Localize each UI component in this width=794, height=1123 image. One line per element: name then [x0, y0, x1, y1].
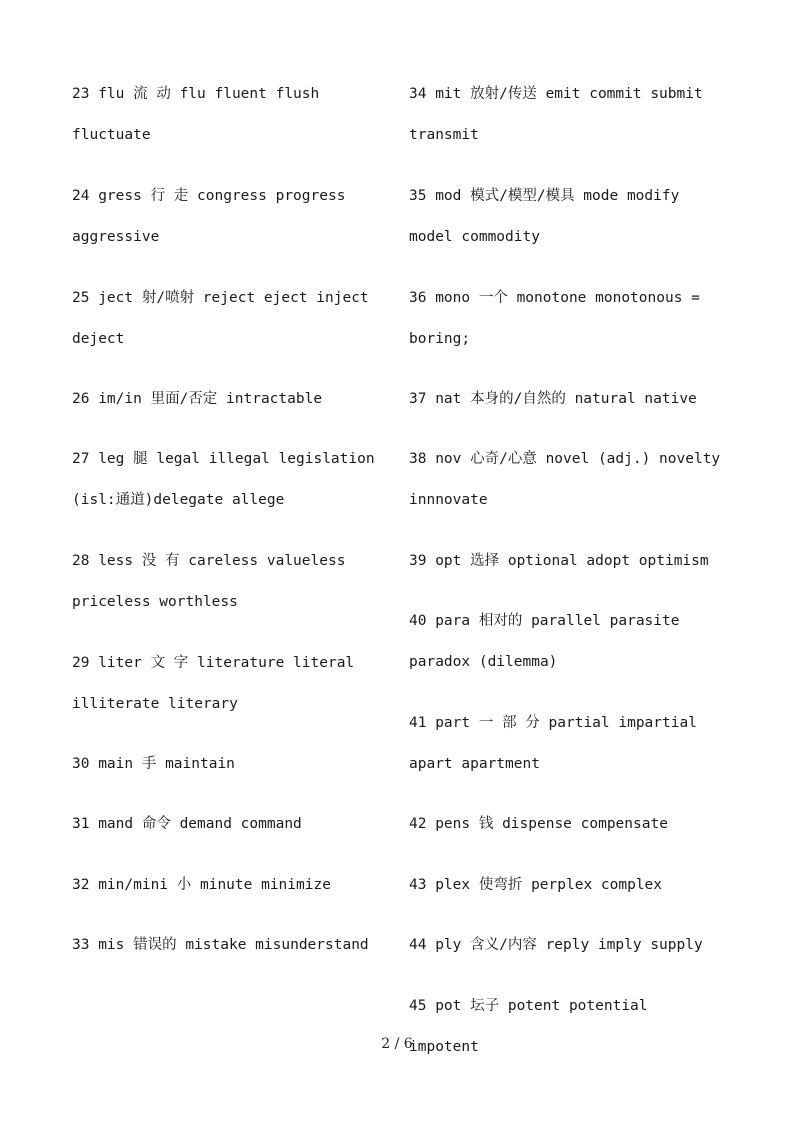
entry-line: priceless worthless: [72, 594, 238, 610]
entry-line: innnovate: [409, 492, 488, 508]
entry-24: [72, 176, 388, 258]
entry-line: 35 mod 模式/模型/模具 mode modify: [409, 188, 680, 204]
entry-27: [72, 439, 388, 521]
entry-line: 27 leg 腿 legal illegal legislation: [72, 451, 375, 467]
entry-36: [409, 278, 725, 360]
entry-line: aggressive: [72, 229, 160, 245]
entry-line: 44 ply 含义/内容 reply imply supply: [409, 937, 703, 953]
entry-33: [72, 925, 388, 966]
entry-line: paradox (dilemma): [409, 654, 558, 670]
entry-line: 31 mand 命令 demand command: [72, 816, 302, 832]
entry-43: [409, 865, 725, 906]
entry-23: [72, 74, 388, 156]
entry-line: 33 mis 错误的 mistake misunderstand: [72, 937, 369, 953]
entry-line: 29 liter 文 字 literature literal: [72, 655, 355, 671]
entry-38: [409, 439, 725, 521]
entry-line: illiterate literary: [72, 696, 238, 712]
entry-29: [72, 643, 388, 725]
entry-31: [72, 804, 388, 845]
entry-line: 36 mono 一个 monotone monotonous =: [409, 290, 700, 306]
entry-35: [409, 176, 725, 258]
entry-40: [409, 601, 725, 683]
entry-26: [72, 379, 388, 420]
entry-line: 34 mit 放射/传送 emit commit submit: [409, 86, 703, 102]
entry-line: apart apartment: [409, 756, 540, 772]
entry-42: [409, 804, 725, 845]
entry-45: [409, 986, 725, 1068]
entry-line: boring;: [409, 331, 471, 347]
entry-line: 43 plex 使弯折 perplex complex: [409, 877, 663, 893]
entry-line: 23 flu 流 动 flu fluent flush: [72, 86, 320, 102]
entry-28: [72, 541, 388, 623]
entry-line: 37 nat 本身的/自然的 natural native: [409, 391, 697, 407]
entry-32: [72, 865, 388, 906]
entry-line: 24 gress 行 走 congress progress: [72, 188, 346, 204]
entry-line: transmit: [409, 127, 479, 143]
entry-34: [409, 74, 725, 156]
entry-line: 28 less 没 有 careless valueless: [72, 553, 346, 569]
entry-line: 39 opt 选择 optional adopt optimism: [409, 553, 709, 569]
entry-line: 40 para 相对的 parallel parasite: [409, 613, 680, 629]
entry-39: [409, 541, 725, 582]
entry-25: [72, 278, 388, 360]
entry-line: 32 min/mini 小 minute minimize: [72, 877, 331, 893]
entry-line: 41 part 一 部 分 partial impartial: [409, 715, 697, 731]
entry-line: model commodity: [409, 229, 540, 245]
entry-line: 45 pot 坛子 potent potential impotent: [409, 998, 648, 1055]
entry-37: [409, 379, 725, 420]
entry-line: 42 pens 钱 dispense compensate: [409, 816, 668, 832]
entry-line: deject: [72, 331, 125, 347]
entry-line: 38 nov 心奇/心意 novel (adj.) novelty: [409, 451, 721, 467]
entry-line: fluctuate: [72, 127, 151, 143]
entry-41: [409, 703, 725, 785]
page-number: 2 / 6: [381, 1036, 413, 1052]
entry-line: 30 main 手 maintain: [72, 756, 235, 772]
entry-30: [72, 744, 388, 785]
entry-line: 25 ject 射/喷射 reject eject inject: [72, 290, 369, 306]
entry-44: [409, 925, 725, 966]
entry-line: (isl:通道)delegate allege: [72, 492, 285, 508]
entry-line: 26 im/in 里面/否定 intractable: [72, 391, 323, 407]
